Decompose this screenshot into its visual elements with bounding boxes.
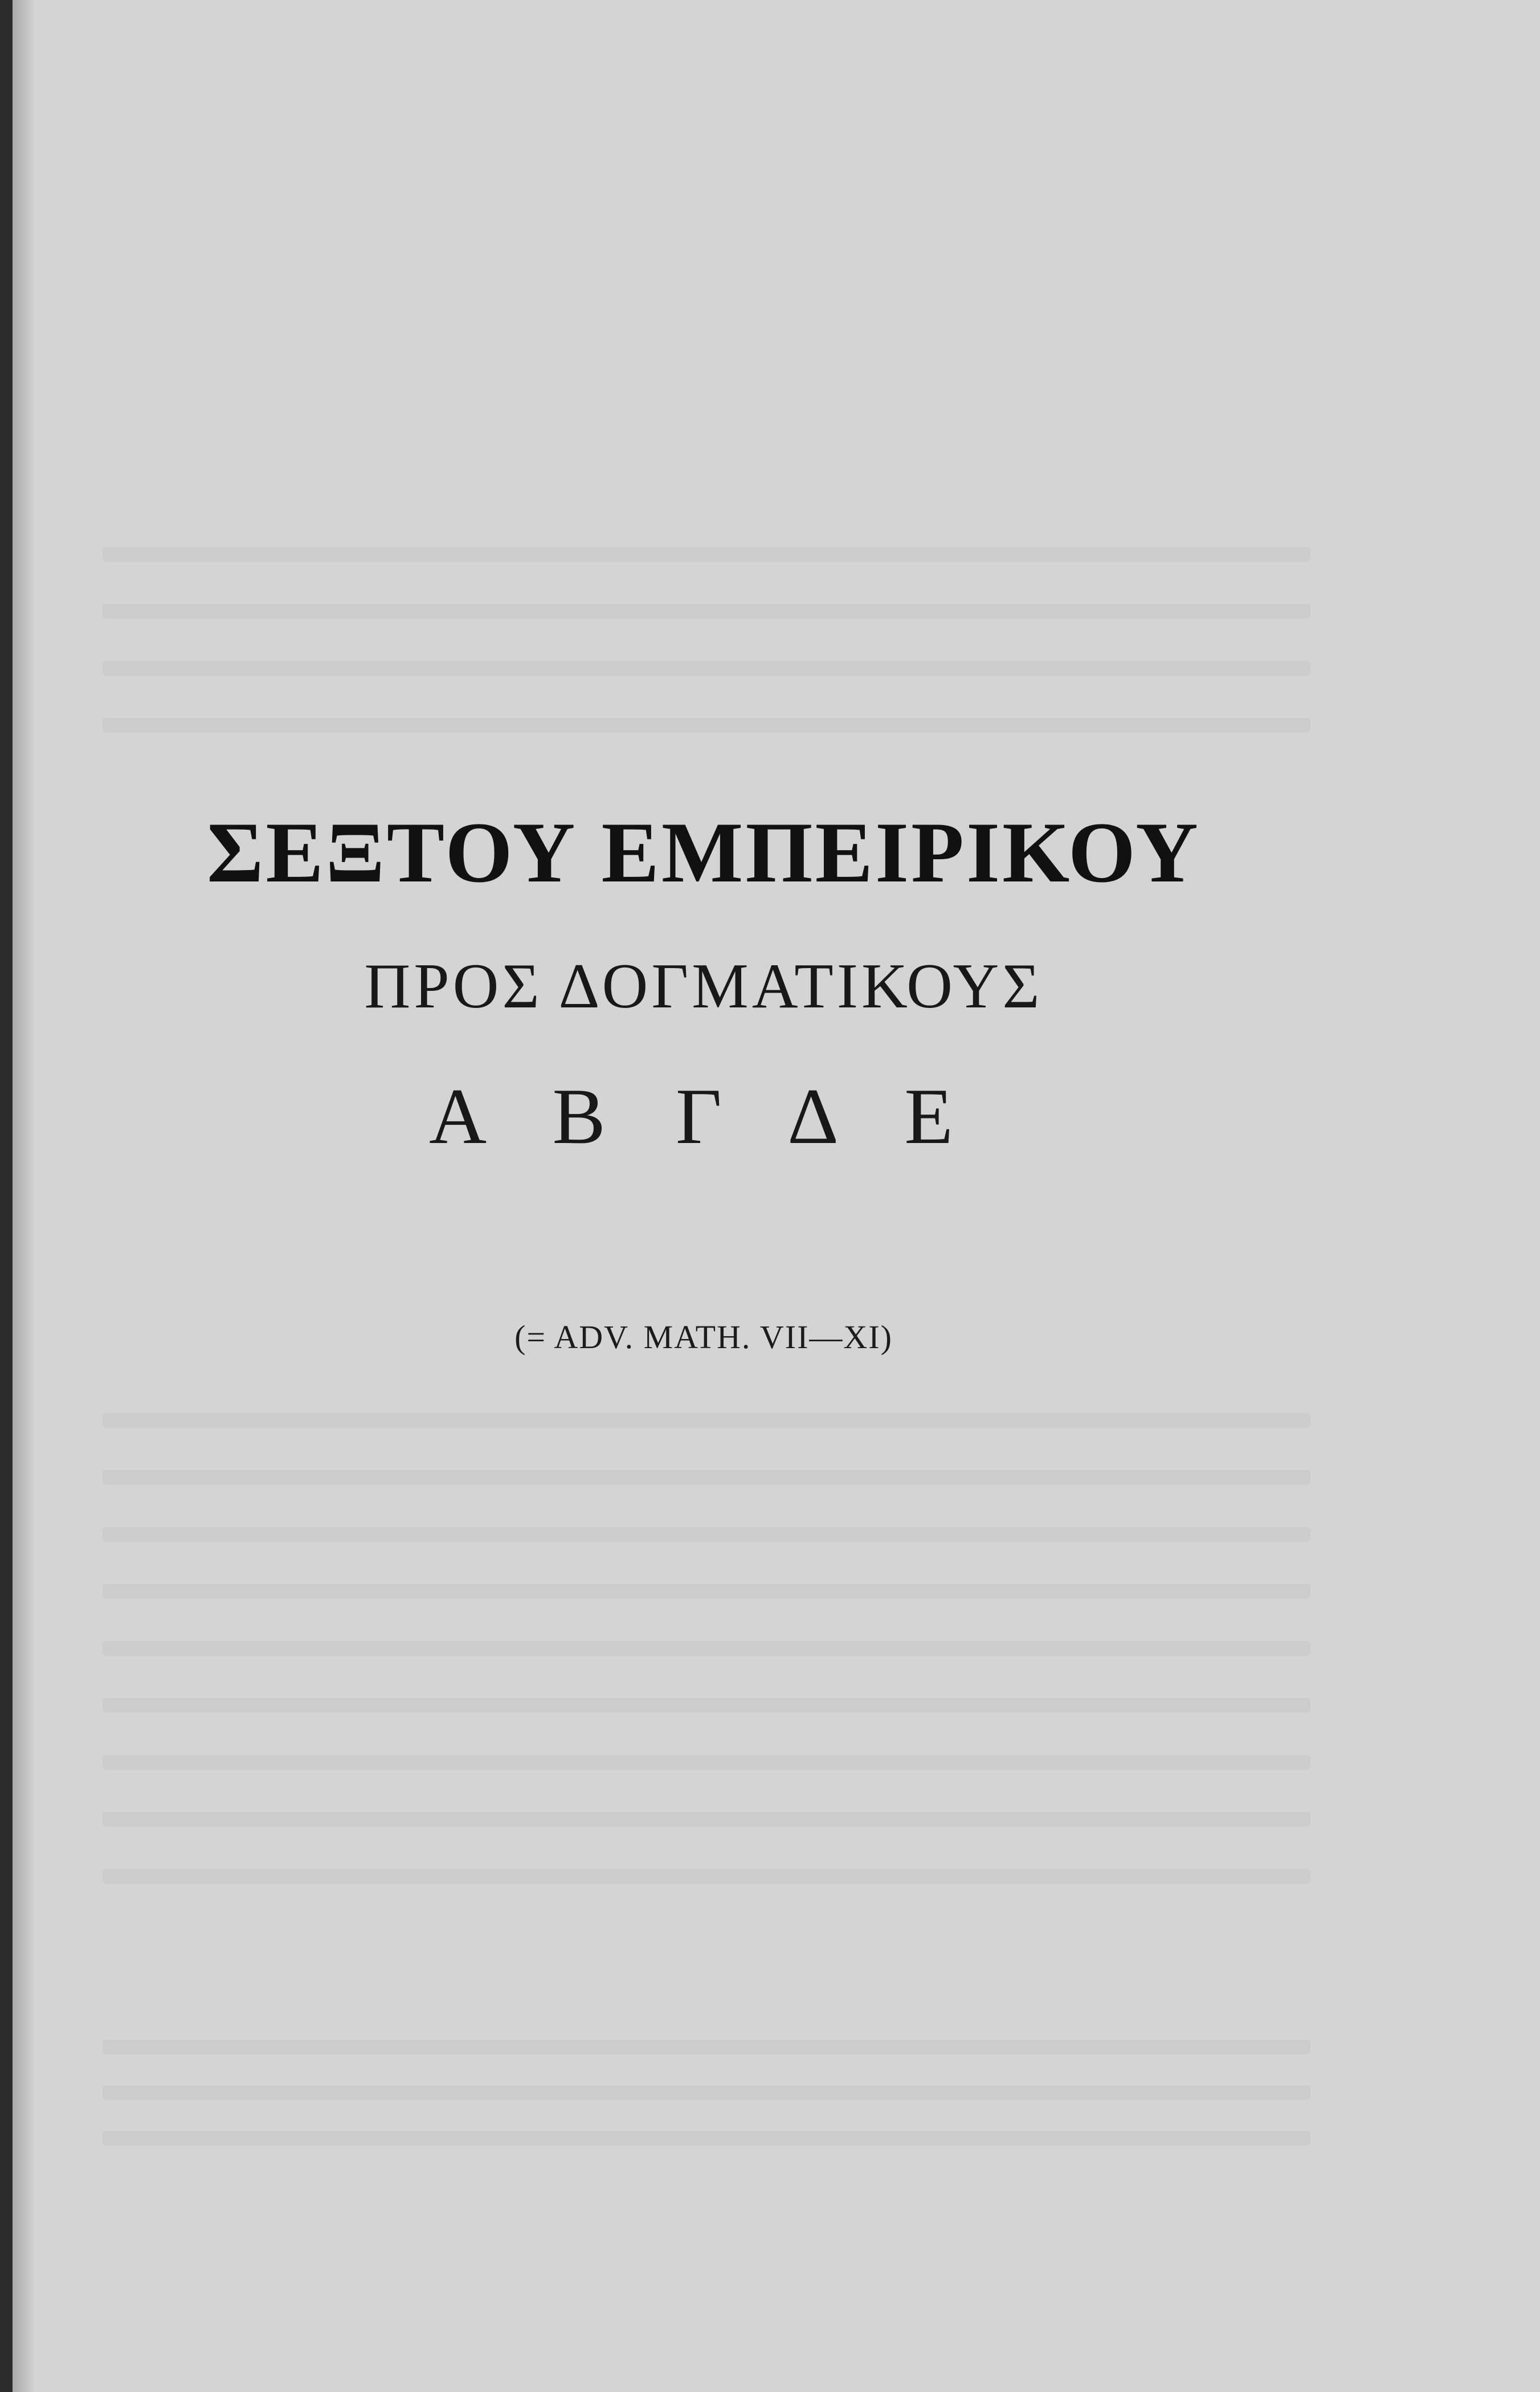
page-subtitle: ΠΡΟΣ ΔΟΓΜΑΤΙΚΟΥΣ [364, 951, 1043, 1022]
show-through-text [103, 1755, 1310, 1770]
show-through-text [103, 718, 1310, 733]
page-spine-edge [0, 0, 13, 2392]
show-through-text [103, 661, 1310, 676]
work-equivalence: (= ADV. MATH. VII—XI) [514, 1319, 893, 1356]
show-through-text [103, 1812, 1310, 1827]
show-through-text [103, 2131, 1310, 2146]
page-title: ΣΕΞΤΟΥ ΕΜΠΕΙΡΙΚΟΥ [207, 805, 1200, 900]
show-through-text [103, 604, 1310, 619]
show-through-text [103, 1413, 1310, 1428]
show-through-text [103, 2085, 1310, 2100]
page-spine-shadow [13, 0, 35, 2392]
show-through-text [103, 1584, 1310, 1599]
book-letters: Α Β Γ Δ Ε [429, 1072, 978, 1161]
show-through-text [103, 1527, 1310, 1542]
show-through-text [103, 547, 1310, 562]
show-through-text [103, 1869, 1310, 1884]
show-through-text [103, 1641, 1310, 1656]
show-through-text [103, 2040, 1310, 2055]
show-through-text [103, 1470, 1310, 1485]
show-through-text [103, 1698, 1310, 1713]
